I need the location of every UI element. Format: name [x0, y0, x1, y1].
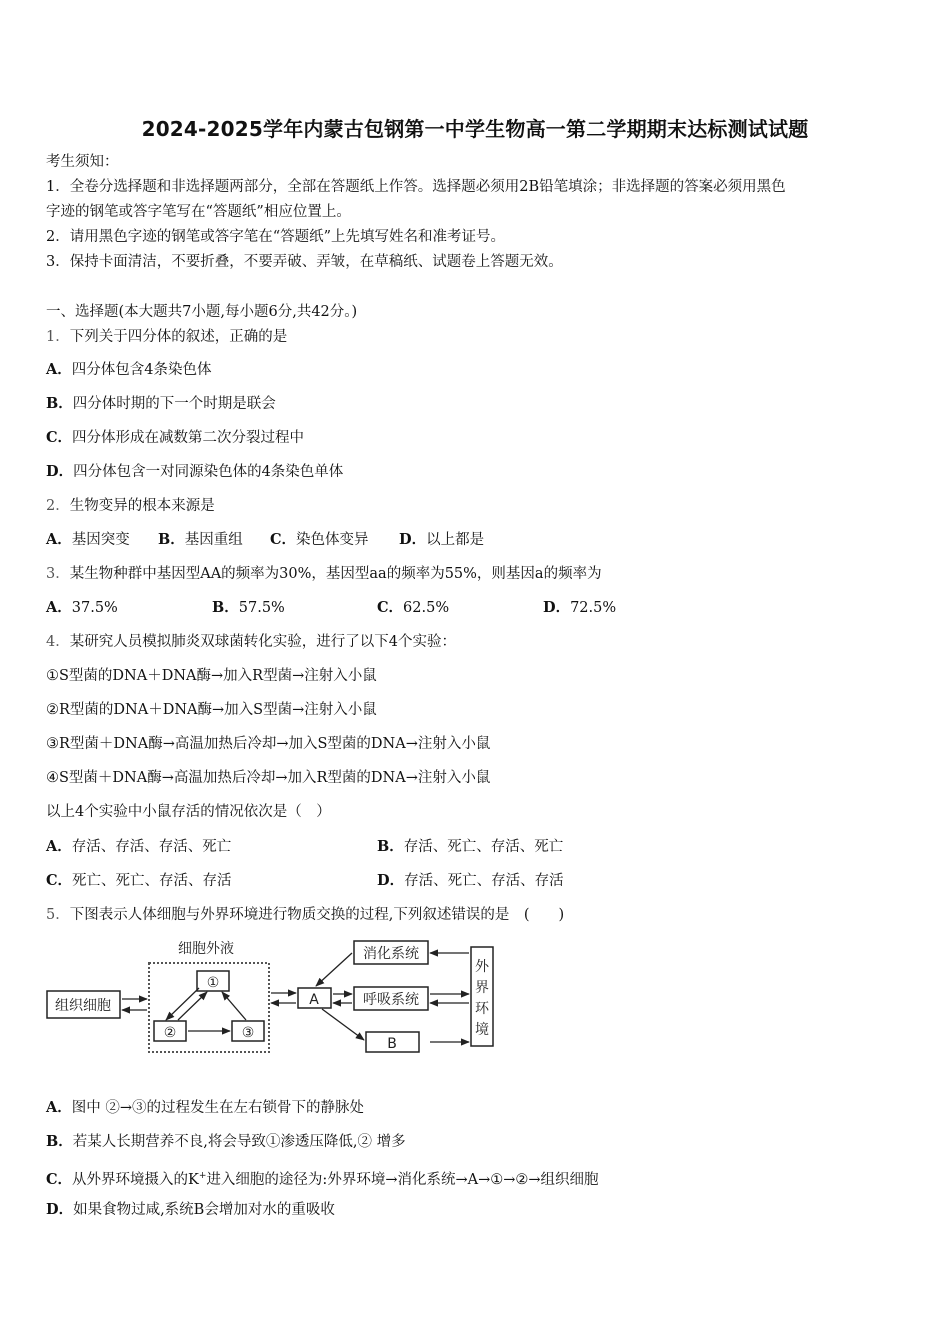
q2-option-c: C．染色体变异 — [270, 531, 369, 548]
q4-question: 以上4个实验中小鼠存活的情况依次是（ ） — [46, 804, 331, 820]
q3-option-d: D．72.5% — [543, 599, 617, 616]
node-2-label: ② — [163, 1025, 177, 1041]
notice-item: 2．请用黑色字迹的钢笔或答字笔在“答题纸”上先填写姓名和准考证号。 — [46, 229, 506, 245]
q3-option-b: B．57.5% — [212, 599, 285, 616]
ecf-label: 细胞外液 — [178, 941, 234, 957]
arrow — [178, 992, 207, 1020]
question-number: 4． — [46, 634, 70, 650]
notice-item: 1．全卷分选择题和非选择题两部分，全部在答题纸上作答。选择题必须用2B铅笔填涂；非选择题的答案必须用黑色 — [46, 179, 786, 195]
question-number: 3． — [46, 566, 70, 582]
node-a-label: A — [309, 992, 319, 1008]
notice-item: 3．保持卡面清洁，不要折叠，不要弄破、弄皱，在草稿纸、试题卷上答题无效。 — [46, 254, 563, 270]
arrow — [316, 953, 352, 986]
section-heading: 一、选择题(本大题共7小题,每小题6分,共42分。) — [46, 304, 358, 320]
respiratory-label: 呼吸系统 — [363, 992, 419, 1008]
question-text: 某研究人员模拟肺炎双球菌转化实验，进行了以下4个实验： — [69, 634, 456, 650]
q2-option-a: A．基因突变 — [46, 531, 130, 548]
external-char: 界 — [475, 980, 489, 996]
tissue-cell-label: 组织细胞 — [55, 998, 111, 1014]
q4-experiment: ②R型菌的DNA＋DNA酶→加入S型菌→注射入小鼠 — [46, 702, 377, 718]
question-text: 生物变异的根本来源是 — [69, 498, 215, 514]
q1-option-c: C．四分体形成在减数第二次分裂过程中 — [46, 429, 305, 446]
q4-experiment: ①S型菌的DNA＋DNA酶→加入R型菌→注射入小鼠 — [46, 668, 377, 684]
exchange-diagram — [44, 936, 500, 1060]
question-number: 1． — [46, 329, 70, 345]
q4-option-b: B．存活、死亡、存活、死亡 — [377, 838, 564, 855]
node-3-label: ③ — [241, 1025, 255, 1041]
question-text: 某生物种群中基因型AA的频率为30%，基因型aa的频率为55%，则基因a的频率为 — [69, 566, 602, 582]
arrow — [322, 1009, 364, 1040]
notice-heading: 考生须知： — [46, 154, 119, 170]
q4-experiment: ④S型菌＋DNA酶→高温加热后冷却→加入R型菌的DNA→注射入小鼠 — [46, 770, 491, 786]
q5-option-a: A．图中 ②→③的过程发生在左右锁骨下的静脉处 — [46, 1099, 365, 1116]
q3-option-c: C．62.5% — [377, 599, 450, 616]
q1-option-d: D．四分体包含一对同源染色体的4条染色单体 — [46, 463, 344, 480]
external-char: 外 — [475, 959, 489, 975]
q4-option-c: C．死亡、死亡、存活、存活 — [46, 872, 232, 889]
q2-option-b: B．基因重组 — [158, 531, 243, 548]
q1-option-b: B．四分体时期的下一个时期是联会 — [46, 395, 276, 412]
external-char: 境 — [475, 1022, 489, 1038]
q4-option-d: D．存活、死亡、存活、存活 — [377, 872, 564, 889]
notice-item: 字迹的钢笔或答字笔写在“答题纸”相应位置上。 — [46, 204, 351, 220]
question-1-stem — [46, 327, 287, 347]
q5-option-c: C．从外界环境摄入的K+进入细胞的途径为:外界环境→消化系统→A→①→②→组织细胞 — [46, 1170, 599, 1188]
question-text: 下图表示人体细胞与外界环境进行物质交换的过程,下列叙述错误的是 ( ) — [69, 907, 565, 923]
question-number: 2． — [46, 498, 70, 514]
external-char: 环 — [475, 1001, 489, 1017]
question-number: 5． — [46, 907, 70, 923]
question-4-stem — [46, 632, 456, 652]
arrow — [222, 992, 246, 1020]
question-2-stem — [46, 496, 215, 516]
q4-experiment: ③R型菌＋DNA酶→高温加热后冷却→加入S型菌的DNA→注射入小鼠 — [46, 736, 491, 752]
page-title: 2024-2025学年内蒙古包钢第一中学生物高一第二学期期末达标测试试题 — [141, 117, 809, 141]
question-5-stem — [46, 905, 564, 925]
q1-option-a: A．四分体包含4条染色体 — [46, 361, 212, 378]
question-3-stem — [46, 564, 602, 584]
q4-option-a: A．存活、存活、存活、死亡 — [46, 838, 232, 855]
q5-option-d: D．如果食物过咸,系统B会增加对水的重吸收 — [46, 1201, 335, 1218]
q2-option-d: D．以上都是 — [399, 531, 485, 548]
node-b-label: B — [387, 1036, 397, 1052]
digestive-label: 消化系统 — [363, 946, 419, 962]
q3-option-a: A．37.5% — [46, 599, 118, 616]
q5-option-b: B．若某人长期营养不良,将会导致①渗透压降低,② 增多 — [46, 1133, 406, 1150]
node-1-label: ① — [206, 975, 220, 991]
question-text: 下列关于四分体的叙述，正确的是 — [69, 329, 288, 345]
